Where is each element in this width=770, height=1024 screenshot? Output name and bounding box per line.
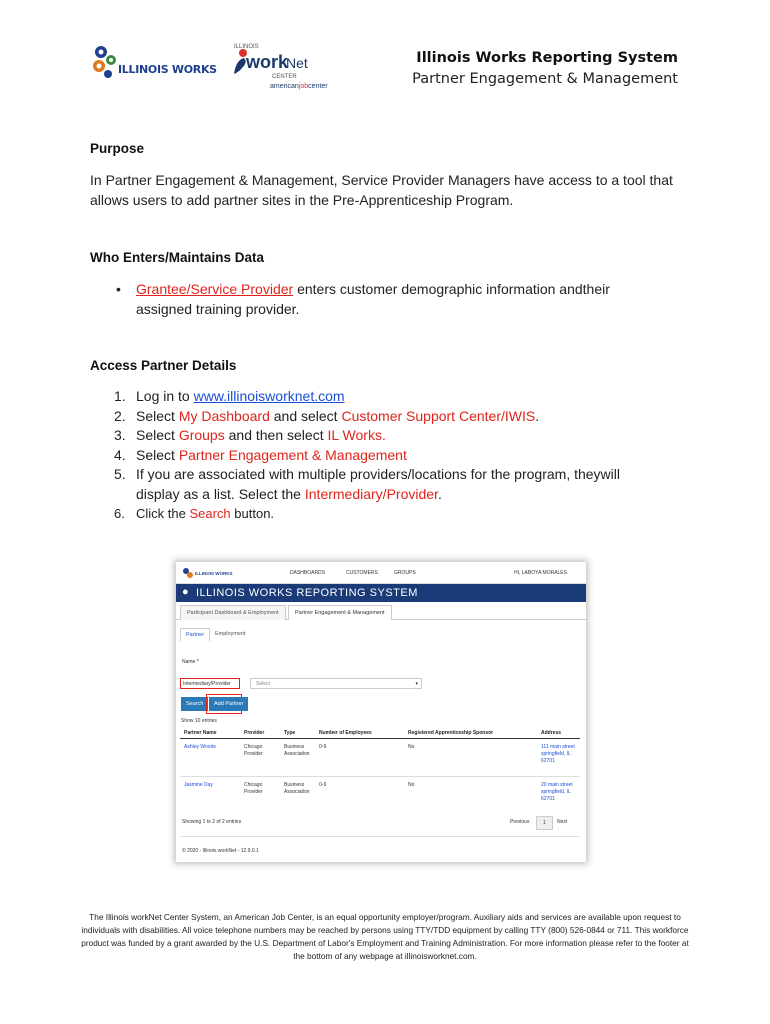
logo-ajc: americanjobcenter bbox=[270, 83, 328, 90]
chevron-down-icon: ▾ bbox=[415, 681, 418, 687]
row-address[interactable]: 20 main street springfield, IL 62701 bbox=[541, 782, 573, 802]
prev-button[interactable]: Previous bbox=[510, 819, 530, 825]
row-provider: Chicago Provider bbox=[244, 744, 263, 757]
subtab-partner[interactable]: Partner bbox=[180, 628, 210, 641]
row-provider: Chicago Provider bbox=[244, 782, 263, 795]
row-sponsor: No bbox=[408, 744, 415, 750]
tab-partner-engagement[interactable]: Partner Engagement & Management bbox=[288, 605, 392, 620]
select-placeholder: Select bbox=[256, 681, 270, 687]
screenshot-topbar bbox=[176, 562, 586, 584]
worknet-logo bbox=[228, 44, 338, 94]
col-type[interactable]: Type bbox=[284, 730, 296, 736]
worknet-link[interactable]: www.illinoisworknet.com bbox=[193, 388, 345, 404]
page-title: Illinois Works Reporting System bbox=[416, 50, 678, 66]
user-icon: ● bbox=[182, 586, 190, 598]
page-subtitle: Partner Engagement & Management bbox=[412, 71, 678, 87]
row-partner-name[interactable]: Ashley Woods bbox=[184, 744, 216, 750]
nav-groups[interactable]: GROUPS bbox=[394, 570, 416, 576]
purpose-heading: Purpose bbox=[90, 141, 145, 156]
steps-list bbox=[90, 387, 680, 524]
row-sponsor: No bbox=[408, 782, 415, 788]
row-employees: 0-9 bbox=[319, 782, 327, 788]
page-button[interactable]: 1 bbox=[536, 816, 553, 830]
list-item: 4. Select Partner Engagement & Management bbox=[114, 446, 407, 463]
row-address[interactable]: 111 main street springfield, IL 62701 bbox=[541, 744, 575, 764]
illinois-works-logo bbox=[92, 44, 217, 84]
who-heading: Who Enters/Maintains Data bbox=[90, 250, 265, 265]
col-provider[interactable]: Provider bbox=[244, 730, 265, 736]
list-item: 6. Click the Search button. bbox=[114, 506, 275, 521]
showing-entries: Showing 1 to 2 of 2 entries bbox=[182, 819, 242, 825]
col-sponsor[interactable]: Registered Apprenticeship Sponsor bbox=[408, 730, 494, 736]
access-heading: Access Partner Details bbox=[90, 358, 237, 373]
nav-dashboards[interactable]: DASHBOARDS bbox=[290, 570, 326, 576]
row-type: Business Association bbox=[284, 782, 310, 795]
row-partner-name[interactable]: Jasmine Day bbox=[184, 782, 213, 788]
logo-work: work bbox=[246, 52, 289, 72]
row-divider bbox=[180, 776, 580, 777]
list-item: 1. Log in to www.illinoisworknet.com bbox=[114, 388, 345, 404]
search-button[interactable]: Search bbox=[181, 697, 208, 711]
screenshot-copyright: © 2020 - Illinois workNet - 12.9.0.1 bbox=[182, 848, 259, 854]
show-entries[interactable]: Show 10 entries bbox=[181, 718, 217, 724]
footer-rule bbox=[180, 836, 580, 837]
row-type: Business Association bbox=[284, 744, 310, 757]
list-item: 5. If you are associated with multiple providers/locations for the program, theywill display as a list. Select the Intermediary/Provider. bbox=[114, 466, 620, 502]
screenshot-banner bbox=[176, 584, 586, 602]
nav-user[interactable]: HI, LABOYA MORALES bbox=[514, 570, 567, 576]
banner-title: ILLINOIS WORKS REPORTING SYSTEM bbox=[196, 587, 418, 599]
bullet-dot: • bbox=[116, 281, 121, 297]
row-employees: 0-9 bbox=[319, 744, 327, 750]
intermediary-select[interactable] bbox=[250, 678, 422, 689]
screenshot-logo: ILLINOIS WORKS bbox=[195, 571, 233, 576]
purpose-text: In Partner Engagement & Management, Service Provider Managers have access to a tool that allows users to add partner sites in the Pre-Apprenticeship Program. bbox=[90, 172, 673, 208]
who-bullet: Grantee/Service Provider enters customer demographic information andtheir assigned training provider. bbox=[136, 281, 610, 317]
logo-center: CENTER bbox=[272, 74, 297, 80]
logo-text: ILLINOIS WORKS bbox=[118, 63, 217, 76]
subtab-employment[interactable]: Employment bbox=[215, 631, 246, 637]
col-employees[interactable]: Number of Employees bbox=[319, 730, 372, 736]
screenshot-figure bbox=[176, 562, 586, 862]
list-item: 2. Select My Dashboard and select Customer Support Center/IWIS. bbox=[114, 407, 540, 424]
gears-icon bbox=[92, 44, 118, 80]
footer-text: The Illinois workNet Center System, an American Job Center, is an equal opportunity employer/program. Auxiliary aids and services are available upon request to individuals with disabilities. All voice telephone numbers may be reached by persons using TTY/TDD equipment by calling TTY (800) 526-0844 or 711. This workforce product was funded by a grant awarded by the U.S. Department of Labor's Employment and Training Administration. For more information please refer to the footer at the bottom of any webpage at illinoisworknet.com. bbox=[81, 912, 689, 961]
logo-illinois: ILLINOIS bbox=[234, 44, 259, 50]
intermediary-label: Intermediary/Provider bbox=[183, 681, 231, 687]
list-item: 3. Select Groups and then select IL Works. bbox=[114, 427, 386, 443]
grantee-link[interactable]: Grantee/Service Provider bbox=[136, 281, 294, 297]
col-partner-name[interactable]: Partner Name bbox=[184, 730, 217, 736]
add-partner-button[interactable]: Add Partner bbox=[209, 697, 248, 711]
col-address[interactable]: Address bbox=[541, 730, 562, 736]
nav-customers[interactable]: CUSTOMERS bbox=[346, 570, 378, 576]
name-label: Name * bbox=[182, 659, 199, 665]
table-header-rule bbox=[180, 738, 580, 739]
screenshot-tabs bbox=[176, 602, 586, 620]
logo-net: Net bbox=[286, 55, 308, 71]
gears-icon bbox=[182, 567, 194, 579]
tab-participant[interactable]: Participant Dashboard & Employment bbox=[180, 605, 286, 620]
next-button[interactable]: Next bbox=[557, 819, 568, 825]
